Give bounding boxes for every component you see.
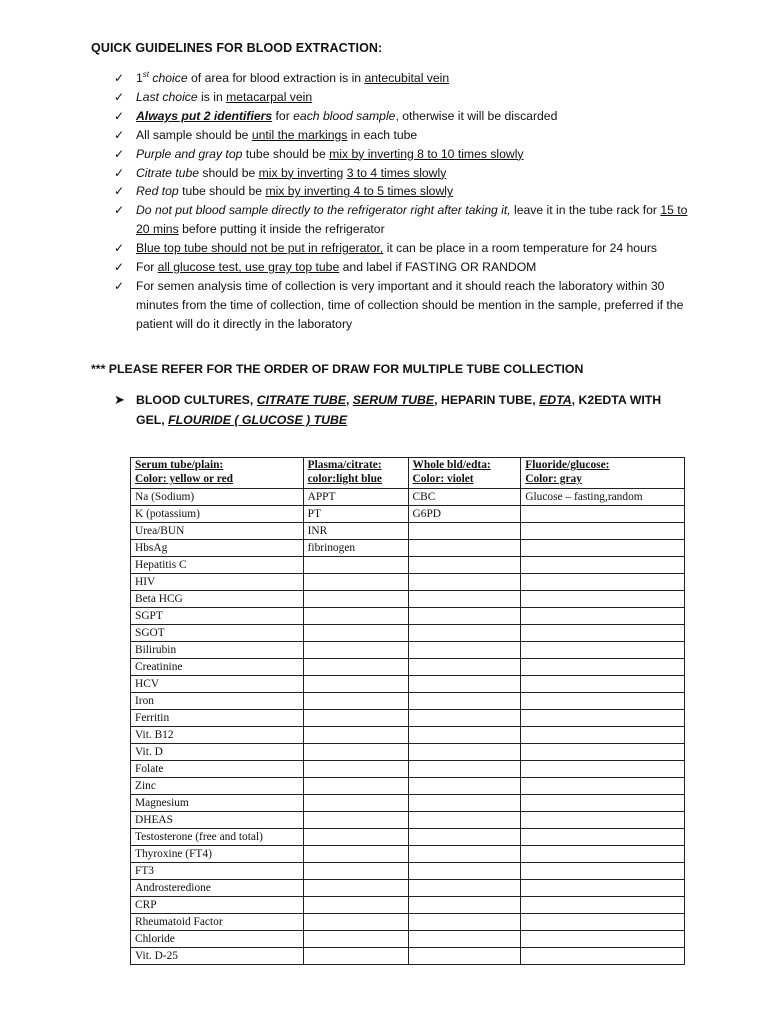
table-cell: [408, 812, 521, 829]
table-cell: [408, 897, 521, 914]
text-run: EDTA: [539, 393, 572, 407]
table-cell: [303, 948, 408, 965]
guidelines-list: [114, 69, 694, 334]
table-cell: Testosterone (free and total): [131, 829, 304, 846]
table-row: [131, 914, 685, 931]
column-header-line: color:light blue: [307, 473, 382, 485]
text-run: , K2EDTA WITH GEL,: [136, 393, 662, 427]
table-cell: [521, 659, 685, 676]
table-cell: Urea/BUN: [131, 523, 304, 540]
table-cell: [303, 863, 408, 880]
table-cell: [521, 710, 685, 727]
text-run: and label if FASTING OR RANDOM: [339, 260, 537, 275]
column-header: [408, 458, 521, 489]
table-row: [131, 761, 685, 778]
table-cell: [521, 591, 685, 608]
column-header-line: Plasma/citrate:: [307, 459, 382, 471]
table-cell: Iron: [131, 693, 304, 710]
text-run: of area for blood extraction is in: [187, 71, 365, 85]
table-cell: [303, 897, 408, 914]
text-run: should be: [199, 165, 259, 180]
table-cell: K (potassium): [131, 506, 304, 523]
table-cell: [521, 625, 685, 642]
table-cell: [521, 727, 685, 744]
table-cell: [521, 812, 685, 829]
column-header: [131, 458, 304, 489]
checkmark-icon: ✓: [114, 165, 125, 180]
table-cell: [521, 523, 685, 540]
table-cell: PT: [303, 506, 408, 523]
table-cell: [303, 676, 408, 693]
table-cell: [408, 574, 521, 591]
table-row: [131, 591, 685, 608]
table-cell: [521, 506, 685, 523]
table-cell: [521, 931, 685, 948]
table-cell: [408, 693, 521, 710]
table-cell: Creatinine: [131, 659, 304, 676]
table-row: [131, 506, 685, 523]
table-cell: [408, 880, 521, 897]
table-cell: fibrinogen: [303, 540, 408, 557]
order-of-draw-note: *** PLEASE REFER FOR THE ORDER OF DRAW FOR MULTIPLE TUBE COLLECTION: [91, 362, 584, 376]
table-cell: G6PD: [408, 506, 521, 523]
table-cell: Vit. B12: [131, 727, 304, 744]
table-cell: HCV: [131, 676, 304, 693]
table-cell: [303, 778, 408, 795]
table-cell: [521, 761, 685, 778]
table-cell: DHEAS: [131, 812, 304, 829]
table-row: [131, 608, 685, 625]
table-header-row: [131, 458, 685, 489]
text-run: Do not put blood sample directly to the refrigerator right after taking it,: [136, 203, 511, 218]
table-cell: [521, 795, 685, 812]
table-cell: Rheumatoid Factor: [131, 914, 304, 931]
table-row: [131, 744, 685, 761]
table-row: [131, 778, 685, 795]
table-cell: [408, 540, 521, 557]
table-cell: [521, 846, 685, 863]
table-row: [131, 931, 685, 948]
text-run: Last choice: [136, 89, 198, 104]
table-row: [131, 642, 685, 659]
text-run: metacarpal vein: [226, 89, 313, 104]
table-cell: [521, 914, 685, 931]
text-run: , HEPARIN TUBE,: [434, 393, 540, 407]
table-cell: Na (Sodium): [131, 489, 304, 506]
table-cell: [521, 642, 685, 659]
column-header-line: Color: violet: [412, 473, 474, 485]
text-run: is in: [197, 89, 227, 104]
text-run: before putting it inside the refrigerator: [178, 222, 385, 237]
table-cell: [303, 829, 408, 846]
table-row: [131, 846, 685, 863]
text-run: choice: [149, 71, 188, 85]
text-run: ,: [345, 393, 353, 407]
table-cell: [303, 642, 408, 659]
table-cell: [521, 948, 685, 965]
checkmark-icon: ✓: [114, 127, 125, 142]
guideline-item: [114, 126, 694, 145]
table-cell: Hepatitis C: [131, 557, 304, 574]
table-cell: CBC: [408, 489, 521, 506]
text-run: BLOOD CULTURES,: [136, 393, 257, 407]
table-cell: [303, 744, 408, 761]
table-row: [131, 659, 685, 676]
table-cell: [521, 880, 685, 897]
column-header-line: Color: yellow or red: [135, 473, 233, 485]
guideline-item: [114, 145, 694, 164]
table-cell: [408, 948, 521, 965]
table-cell: [408, 829, 521, 846]
guideline-item: [114, 107, 694, 126]
table-cell: [303, 812, 408, 829]
checkmark-icon: ✓: [114, 108, 125, 123]
order-of-draw-text: [114, 390, 674, 430]
text-run: each blood sample: [293, 108, 396, 123]
table-cell: [303, 795, 408, 812]
table-cell: [303, 659, 408, 676]
table-cell: HIV: [131, 574, 304, 591]
table-cell: Vit. D: [131, 744, 304, 761]
checkmark-icon: ✓: [114, 89, 125, 104]
text-run: mix by inverting 4 to 5 times slowly: [265, 184, 454, 199]
text-run: st: [142, 69, 150, 79]
table-cell: [408, 744, 521, 761]
table-cell: Bilirubin: [131, 642, 304, 659]
table-cell: [521, 778, 685, 795]
table-row: [131, 727, 685, 744]
checkmark-icon: ✓: [114, 278, 125, 293]
table-row: [131, 863, 685, 880]
table-cell: [408, 914, 521, 931]
table-cell: [303, 608, 408, 625]
column-header-line: Color: gray: [525, 473, 582, 485]
table-row: [131, 897, 685, 914]
table-cell: [303, 557, 408, 574]
table-cell: [408, 608, 521, 625]
table-cell: Folate: [131, 761, 304, 778]
table-cell: [408, 727, 521, 744]
table-cell: [521, 557, 685, 574]
table-row: [131, 574, 685, 591]
table-cell: [521, 608, 685, 625]
text-run: 15 to 20 mins: [136, 203, 688, 237]
table-cell: [408, 931, 521, 948]
checkmark-icon: ✓: [114, 260, 125, 275]
table-cell: Beta HCG: [131, 591, 304, 608]
text-run: For: [136, 260, 158, 275]
table-cell: [408, 676, 521, 693]
text-run: FLOURIDE ( GLUCOSE ) TUBE: [168, 413, 348, 427]
table-cell: [408, 710, 521, 727]
text-run: Citrate tube: [136, 165, 200, 180]
table-cell: Androsteredione: [131, 880, 304, 897]
text-run: CITRATE TUBE: [256, 393, 346, 407]
order-of-draw: [114, 390, 674, 430]
table-row: [131, 812, 685, 829]
table-cell: [408, 523, 521, 540]
column-header-line: Serum tube/plain:: [135, 459, 224, 471]
checkmark-icon: ✓: [114, 146, 125, 161]
table-cell: [408, 557, 521, 574]
table-cell: [521, 540, 685, 557]
text-run: mix by inverting 8 to 10 times slowly: [329, 146, 524, 161]
text-run: in each tube: [347, 127, 418, 142]
table-row: [131, 710, 685, 727]
text-run: Purple and gray top: [136, 146, 243, 161]
table-cell: [408, 625, 521, 642]
table-row: [131, 829, 685, 846]
column-header-line: Whole bld/edta:: [412, 459, 491, 471]
checkmark-icon: ✓: [114, 241, 125, 256]
table-row: [131, 795, 685, 812]
text-run: it can be place in a room temperature for 24 hours: [383, 241, 658, 256]
table-cell: [303, 761, 408, 778]
table-row: [131, 676, 685, 693]
table-cell: [408, 778, 521, 795]
text-run: Blue top tube should not be put in refrigerator,: [136, 241, 384, 256]
table-cell: [303, 693, 408, 710]
table-cell: [408, 591, 521, 608]
table-cell: Glucose – fasting,random: [521, 489, 685, 506]
checkmark-icon: ✓: [114, 71, 125, 85]
text-run: mix by inverting: [258, 165, 344, 180]
table-cell: [303, 880, 408, 897]
page-title: QUICK GUIDELINES FOR BLOOD EXTRACTION:: [91, 41, 383, 55]
text-run: tube should be: [242, 146, 330, 161]
text-run: All sample should be: [136, 127, 252, 142]
checkmark-icon: ✓: [114, 203, 125, 218]
guideline-item: [114, 201, 694, 239]
table-row: [131, 625, 685, 642]
text-run: Always put 2 identifiers: [136, 108, 273, 123]
text-run: 1: [136, 71, 143, 85]
table-cell: [521, 574, 685, 591]
text-run: all glucose test, use gray top tube: [157, 260, 340, 275]
checkmark-icon: ✓: [114, 184, 125, 199]
table-cell: [408, 761, 521, 778]
text-run: leave it in the tube rack for: [510, 203, 661, 218]
text-run: SERUM TUBE: [352, 393, 435, 407]
table-cell: FT3: [131, 863, 304, 880]
guideline-item: [114, 182, 694, 201]
guideline-item: [114, 277, 694, 334]
table-cell: [521, 863, 685, 880]
table-row: [131, 948, 685, 965]
guideline-item: [114, 88, 694, 107]
table-cell: Zinc: [131, 778, 304, 795]
table-cell: [521, 829, 685, 846]
table-cell: INR: [303, 523, 408, 540]
table-cell: [303, 914, 408, 931]
table-cell: [303, 931, 408, 948]
table-cell: Chloride: [131, 931, 304, 948]
table-cell: [521, 676, 685, 693]
table-cell: Thyroxine (FT4): [131, 846, 304, 863]
text-run: until the markings: [251, 127, 348, 142]
table-cell: APPT: [303, 489, 408, 506]
tube-table: [130, 457, 685, 965]
table-row: [131, 540, 685, 557]
guideline-item: [114, 239, 694, 258]
table-row: [131, 880, 685, 897]
guideline-item: [114, 164, 694, 183]
table-cell: CRP: [131, 897, 304, 914]
table-cell: [408, 795, 521, 812]
text-run: Red top: [136, 184, 179, 199]
text-run: antecubital vein: [364, 71, 450, 85]
table-cell: [303, 574, 408, 591]
text-run: 3 to 4 times slowly: [346, 165, 447, 180]
table-cell: Vit. D-25: [131, 948, 304, 965]
table-cell: Magnesium: [131, 795, 304, 812]
table-row: [131, 489, 685, 506]
column-header-line: Fluoride/glucose:: [525, 459, 610, 471]
table-cell: [303, 846, 408, 863]
table-body: [131, 489, 685, 965]
table-cell: Ferritin: [131, 710, 304, 727]
table-cell: [521, 897, 685, 914]
table-cell: HbsAg: [131, 540, 304, 557]
guideline-item: [114, 258, 694, 277]
table-cell: [303, 625, 408, 642]
table-cell: [303, 727, 408, 744]
text-run: tube should be: [178, 184, 266, 199]
text-run: For semen analysis time of collection is very important and it should reach the laboratory within 30 minutes from the time of collection, time of collection should be mention in the sample, preferred if the patient will do it directly in the laboratory: [136, 278, 684, 331]
table-cell: [408, 863, 521, 880]
table-cell: [303, 710, 408, 727]
table-cell: SGOT: [131, 625, 304, 642]
table-cell: [521, 744, 685, 761]
table-cell: [408, 846, 521, 863]
text-run: , otherwise it will be discarded: [395, 108, 558, 123]
text-run: for: [272, 108, 294, 123]
arrow-bullet-icon: ➤: [114, 392, 125, 407]
column-header: [521, 458, 685, 489]
table-cell: [408, 659, 521, 676]
column-header: [303, 458, 408, 489]
table-cell: [303, 591, 408, 608]
table-row: [131, 523, 685, 540]
table-cell: [521, 693, 685, 710]
table-cell: SGPT: [131, 608, 304, 625]
table-cell: [408, 642, 521, 659]
guideline-item: [114, 69, 694, 88]
table-row: [131, 693, 685, 710]
table-row: [131, 557, 685, 574]
